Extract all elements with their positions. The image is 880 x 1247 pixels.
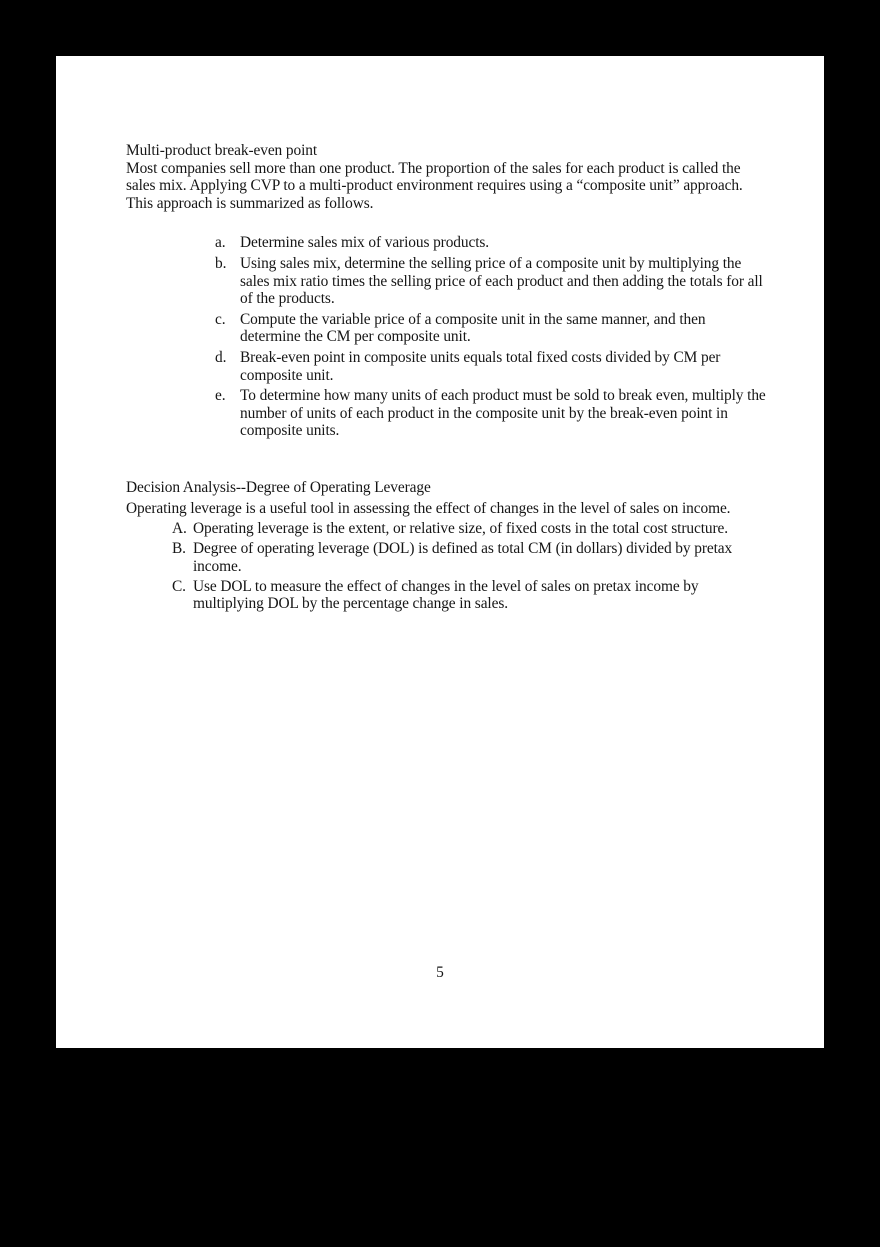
section-operating-leverage	[126, 479, 766, 613]
section-heading: Multi-product break-even point	[126, 142, 318, 159]
section-multiproduct-breakeven	[126, 142, 766, 440]
list-marker: e.	[215, 387, 226, 405]
list-item	[215, 311, 766, 346]
list-item-text: Use DOL to measure the effect of changes in the level of sales on pretax income by multiplying DOL by the percentage change in sales.	[193, 577, 699, 613]
list-item	[172, 578, 766, 613]
list-marker: d.	[215, 348, 227, 366]
list-marker: C.	[172, 577, 186, 595]
list-marker: c.	[215, 310, 226, 328]
list-item-text: Determine sales mix of various products.	[240, 234, 490, 252]
section-intro: Most companies sell more than one product. The proportion of the sales for each product is called the sales mix. Applying CVP to a multi-product environment requires using a “composite unit” approach. This approach is summarized as follows.	[126, 159, 743, 212]
section-heading: Decision Analysis--Degree of Operating Leverage	[126, 478, 431, 496]
list-item	[172, 520, 766, 538]
list-item-text: Degree of operating leverage (DOL) is defined as total CM (in dollars) divided by pretax income.	[193, 540, 733, 575]
list-marker: a.	[215, 234, 226, 252]
list-marker: A.	[172, 520, 187, 538]
lettered-list-lower	[126, 234, 766, 440]
page-content	[126, 142, 766, 616]
list-item	[215, 234, 766, 252]
document-page	[56, 56, 824, 1048]
list-item	[215, 387, 766, 440]
page-number: 5	[436, 964, 444, 981]
list-marker: B.	[172, 540, 186, 558]
list-marker: b.	[215, 254, 227, 272]
list-item-text: Compute the variable price of a composite unit in the same manner, and then determine the CM per composite unit.	[240, 310, 706, 346]
list-item	[172, 540, 766, 575]
list-item-text: Operating leverage is the extent, or relative size, of fixed costs in the total cost structure.	[193, 520, 728, 538]
lettered-list-upper	[126, 520, 766, 613]
list-item-text: Using sales mix, determine the selling price of a composite unit by multiplying the sales mix ratio times the selling price of each product and then adding the totals for all of the products.	[240, 254, 763, 308]
list-item	[215, 349, 766, 384]
list-item-text: To determine how many units of each product must be sold to break even, multiply the number of units of each product in the composite unit by the break-even point in composite units.	[240, 387, 766, 440]
section-intro: Operating leverage is a useful tool in assessing the effect of changes in the level of sales on income.	[126, 499, 731, 517]
list-item	[215, 255, 766, 308]
list-item-text: Break-even point in composite units equals total fixed costs divided by CM per composite unit.	[240, 348, 721, 384]
